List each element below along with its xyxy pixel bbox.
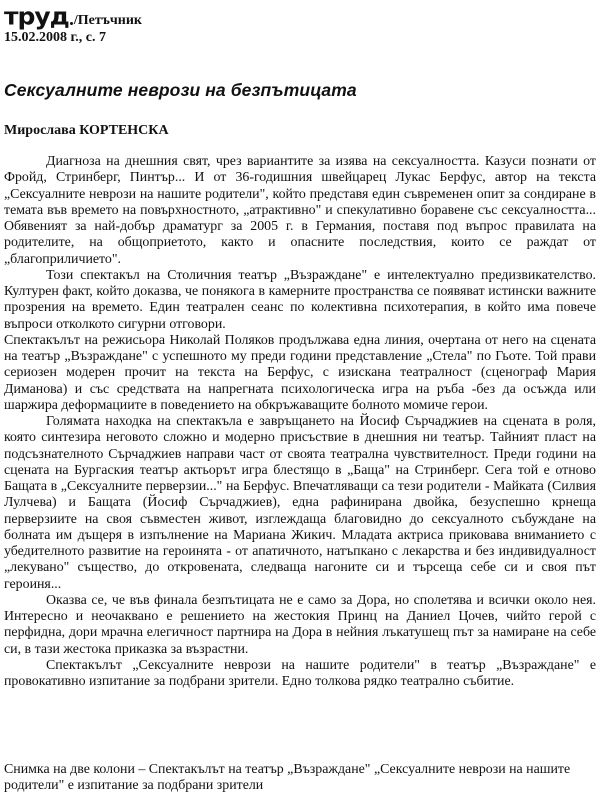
dateline: 15.02.2008 г., с. 7: [4, 30, 106, 45]
logo-dot-icon: [70, 22, 73, 25]
paragraph-4: Голямата находка на спектакъла е завръщането на Йосиф Сърчаджиев на сцената в роля, която синтезира неговото сложно и модерно присъствие в днешния ни театър. Тайният пласт на подсъзнателното Сърчаджиев направи част от своята театрална чувствителност. Преди години на сцената на Бургаския театър актьорът игра блестящо в „Баща" на Стринберг. Сега той е отново Бащата в „Сексуалните перверзии..." на Берфус. Впечатляващи са тези родители - Майката (Силвия Лулчева) и Бащата (Йосиф Сърчаджиев), една рафинирана двойка, безуспешно крнеща перверзиите на своя съвместен живот, изглеждаща благовидно до сексуалното събуждане на болната им дъщеря в изпълнение на Мариана Жикич. Младата актриса приковава вниманието с убедителното развитие на героинята - от апатичното, натъпкано с лекарства и без индивидуалност „лекувано" същество, до откровената, следваща нагоните си и търсеща себе си и своя път героиня...: [4, 414, 596, 592]
article-title: Сексуалните неврози на безпътицата: [4, 80, 357, 100]
newspaper-logo: труд: [4, 2, 69, 31]
section-name: /Петъчник: [73, 13, 143, 28]
article-author: Мирослава КОРТЕНСКА: [4, 123, 169, 138]
article-body: [4, 154, 596, 690]
paragraph-5: Оказва се, че във финала безпътицата не е само за Дора, но сполетява и всички около нея. Интересно и неочаквано е решението на жестокия Принц на Даниел Цочев, чийто герой с перфидна, дори мрачна елегичност партнира на Дора в нейния лъкатушещ път за намиране на себе си, в тази жестока приказка за възрастни.: [4, 592, 596, 657]
photo-caption: Снимка на две колони – Спектакълът на театър „Възраждане" „Сексуалните неврози на нашите родители" е изпитание за подбрани зрители: [4, 762, 571, 794]
paragraph-3: Спектакълът на режисьора Николай Поляков продължава една линия, очертана от него на сцената на театър „Възраждане" с успешното му преди години представление „Стела" по Гьоте. Той прави сериозен модерен прочит на текста на Берфус, с изискана театралност (сценограф Мария Диманова) и със средствата на напрегната психологическа игра на ръба -без да осъжда или шаржира деформациите в поведението на обкръжаващите болното момиче герои.: [4, 332, 596, 413]
paragraph-1: Диагноза на днешния свят, чрез вариантите за изява на сексуалността. Казуси познати от Фройд, Стринберг, Пинтър... И от 36-годишния швейцарец Лукас Берфус, автор на текста „Сексуалните неврози на нашите родители", който представя един съвременен опит за сондиране в темата във времето на повърхностното, „атрактивно" и спекулативно боравене със сексуалността... Обявеният за най-добър драматург за 2005 г. в Германия, поставя под въпрос правилата на родителите, на общоприетото, както и опасните последствия, които се раждат от „благоприличието".: [4, 154, 596, 267]
paragraph-6: Спектакълът „Сексуалните неврози на нашите родители" в театър „Възраждане" е провокативно изпитание за подбрани зрители. Едно толкова рядко театрално събитие.: [4, 657, 596, 689]
masthead: [4, 2, 143, 31]
paragraph-2: Този спектакъл на Столичния театър „Възраждане" е интелектуално предизвикателство. Културен факт, който доказва, че понякога в камерните пространства се появяват истински важните прозрения на времето. Един театрален сеанс по колективна психотерапия, в който има повече въпроси отколкото сигурни отговори.: [4, 267, 596, 332]
